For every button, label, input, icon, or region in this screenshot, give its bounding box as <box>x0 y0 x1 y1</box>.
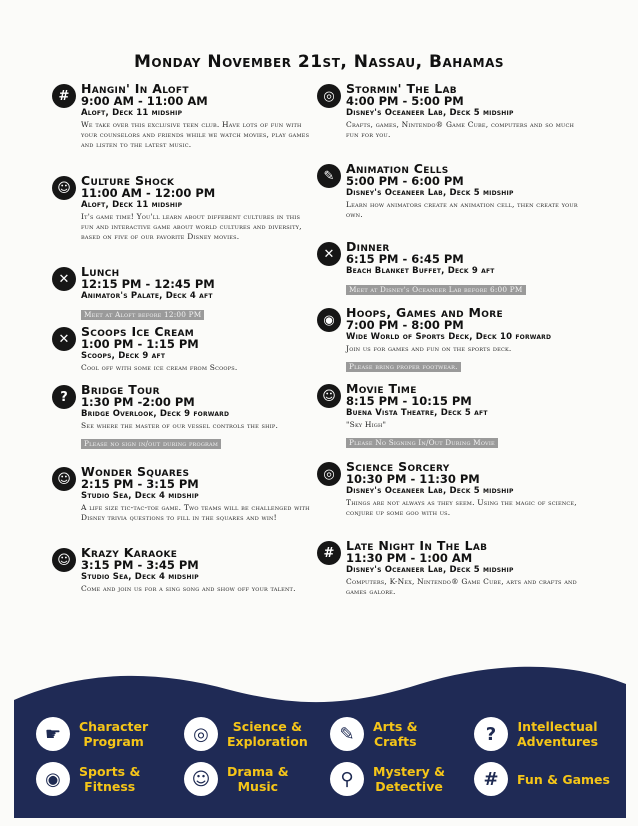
drama-masks-icon: ☺ <box>52 176 76 200</box>
event-location: Disney's Oceaneer Lab, Deck 5 midship <box>346 188 514 198</box>
event-location: Wide World of Sports Deck, Deck 10 forward <box>346 332 552 342</box>
event-title: Krazy Karaoke <box>81 545 178 560</box>
event-note: Please bring proper footwear. <box>346 362 461 372</box>
event-title: Stormin' The Lab <box>346 81 457 96</box>
event-description: Computers, K-Nex, Nintendo® Game Cube, arts and crafts and games galore. <box>346 577 577 596</box>
palette-icon: ✎ <box>317 164 341 188</box>
event-note: Please No Signing In/Out During Movie <box>346 438 498 448</box>
planet-icon: ◎ <box>184 717 218 751</box>
legend-label <box>227 719 308 749</box>
event-location: Animator's Palate, Deck 4 aft <box>81 291 213 301</box>
event-location: Disney's Oceaneer Lab, Deck 5 midship <box>346 565 514 575</box>
drama-masks-icon: ☺ <box>317 384 341 408</box>
event-title: Science Sorcery <box>346 459 450 474</box>
legend-character-program <box>36 717 148 751</box>
event-title: Late Night In The Lab <box>346 538 488 553</box>
event-title: Wonder Squares <box>81 464 190 479</box>
event-title: Dinner <box>346 239 390 254</box>
legend-label-line1: Arts & <box>373 719 418 734</box>
legend-label-line1: Mystery & <box>373 764 446 779</box>
event-time: 11:30 PM - 1:00 AM <box>346 551 473 565</box>
event-time: 1:00 PM - 1:15 PM <box>81 337 199 351</box>
drama-masks-icon: ☺ <box>52 467 76 491</box>
tic-tac-toe-icon: # <box>474 762 508 796</box>
event-time: 8:15 PM - 10:15 PM <box>346 394 472 408</box>
event-title: Bridge Tour <box>81 382 160 397</box>
legend-label-line2: Crafts <box>373 734 417 749</box>
event-location: Buena Vista Theatre, Deck 5 aft <box>346 408 488 418</box>
tic-tac-toe-icon: # <box>317 541 341 565</box>
legend-label-line2: Detective <box>375 779 443 794</box>
football-icon: ◉ <box>36 762 70 796</box>
drama-masks-icon: ☺ <box>52 548 76 572</box>
legend-intellectual-adventures <box>474 717 598 751</box>
football-icon: ◉ <box>317 308 341 332</box>
event-title: Movie Time <box>346 381 417 396</box>
event-note: Meet at Disney's Oceaneer Lab before 6:00 PM <box>346 285 526 295</box>
legend-label <box>79 719 148 749</box>
legend-label-line1: Drama & <box>227 764 289 779</box>
legend-label <box>373 719 418 749</box>
event-time: 9:00 AM - 11:00 AM <box>81 94 208 108</box>
event-location: Scoops, Deck 9 aft <box>81 351 166 361</box>
event-title: Culture Shock <box>81 173 175 188</box>
legend-science-exploration <box>184 717 308 751</box>
event-description: "Sky High" <box>346 420 387 429</box>
legend-arts-crafts <box>330 717 418 751</box>
event-description: A life size tic-tac-toe game. Two teams will be challenged with Disney trivia questions to fill in the squares and win! <box>81 503 310 522</box>
event-time: 2:15 PM - 3:15 PM <box>81 477 199 491</box>
question-mark-icon: ? <box>52 385 76 409</box>
event-time: 7:00 PM - 8:00 PM <box>346 318 464 332</box>
event-time: 6:15 PM - 6:45 PM <box>346 252 464 266</box>
planet-icon: ◎ <box>317 84 341 108</box>
legend-drama-music <box>184 762 289 796</box>
fork-knife-icon: ✕ <box>52 267 76 291</box>
event-location: Disney's Oceaneer Lab, Deck 5 midship <box>346 108 514 118</box>
legend-label-line1: Fun & Games <box>517 771 610 787</box>
event-description: It's game time! You'll learn about different cultures in this fun and interactive game about world cultures and diversity, based on five of our favorite Disney movies. <box>81 212 302 241</box>
event-time: 4:00 PM - 5:00 PM <box>346 94 464 108</box>
event-description: Join us for games and fun on the sports deck. <box>346 344 512 353</box>
event-description: We take over this exclusive teen club. Have lots of fun with your counselors and friends while we watch movies, play games and listen to the latest music. <box>81 120 310 149</box>
legend-label-line2: Fitness <box>84 779 136 794</box>
event-description: Things are not always as they seem. Using the magic of science, conjure up some goo with us. <box>346 498 577 517</box>
event-title: Hoops, Games and More <box>346 305 503 320</box>
legend-fun-games <box>474 762 610 796</box>
legend-label-line2: Music <box>237 779 279 794</box>
legend-label-line1: Intellectual <box>517 719 598 734</box>
event-description: Learn how animators create an animation cell, then create your own. <box>346 200 578 219</box>
event-time: 3:15 PM - 3:45 PM <box>81 558 199 572</box>
event-location: Bridge Overlook, Deck 9 forward <box>81 409 230 419</box>
event-time: 5:00 PM - 6:00 PM <box>346 174 464 188</box>
legend-label-line2: Exploration <box>227 734 308 749</box>
magnifying-glass-icon: ⚲ <box>330 762 364 796</box>
event-description: Crafts, games, Nintendo® Game Cube, computers and so much fun for you. <box>346 120 575 139</box>
legend-label <box>373 764 445 794</box>
event-location: Disney's Oceaneer Lab, Deck 5 midship <box>346 486 514 496</box>
event-location: Studio Sea, Deck 4 midship <box>81 491 199 501</box>
drama-masks-icon: ☺ <box>184 762 218 796</box>
pointing-hand-icon: ☛ <box>36 717 70 751</box>
event-description: See where the master of our vessel controls the ship. <box>81 421 279 430</box>
event-note: Please no sign in/out during program <box>81 439 221 449</box>
event-location: Beach Blanket Buffet, Deck 9 aft <box>346 266 495 276</box>
legend-label <box>227 764 289 794</box>
event-time: 11:00 AM - 12:00 PM <box>81 186 216 200</box>
legend-sports-fitness <box>36 762 140 796</box>
event-title: Animation Cells <box>346 161 449 176</box>
legend-label <box>517 719 598 749</box>
legend-label <box>517 772 610 787</box>
event-time: 10:30 PM - 11:30 PM <box>346 472 480 486</box>
event-description: Come and join us for a sing song and show off your talent. <box>81 584 296 593</box>
legend-label-line2: Program <box>83 734 144 749</box>
event-title: Lunch <box>81 264 120 279</box>
legend-mystery-detective <box>330 762 445 796</box>
event-title: Hangin' In Aloft <box>81 81 189 96</box>
legend-label-line1: Science & <box>232 719 302 734</box>
page-title: Monday November 21st, Nassau, Bahamas <box>133 52 504 72</box>
palette-icon: ✎ <box>330 717 364 751</box>
legend-label-line1: Sports & <box>79 764 141 779</box>
fork-knife-icon: ✕ <box>317 242 341 266</box>
event-location: Studio Sea, Deck 4 midship <box>81 572 199 582</box>
event-description: Cool off with some ice cream from Scoops. <box>81 363 238 372</box>
event-time: 12:15 PM - 12:45 PM <box>81 277 215 291</box>
fork-knife-icon: ✕ <box>52 327 76 351</box>
event-title: Scoops Ice Cream <box>81 324 195 339</box>
legend-label-line2: Adventures <box>517 734 599 749</box>
legend-label-line1: Character <box>79 719 149 734</box>
legend-label <box>79 764 140 794</box>
tic-tac-toe-icon: # <box>52 84 76 108</box>
planet-icon: ◎ <box>317 462 341 486</box>
question-mark-icon: ? <box>474 717 508 751</box>
event-note: Meet at Aloft before 12:00 PM <box>81 310 204 320</box>
event-location: Aloft, Deck 11 midship <box>81 108 183 118</box>
event-location: Aloft, Deck 11 midship <box>81 200 183 210</box>
event-time: 1:30 PM -2:00 PM <box>81 395 195 409</box>
